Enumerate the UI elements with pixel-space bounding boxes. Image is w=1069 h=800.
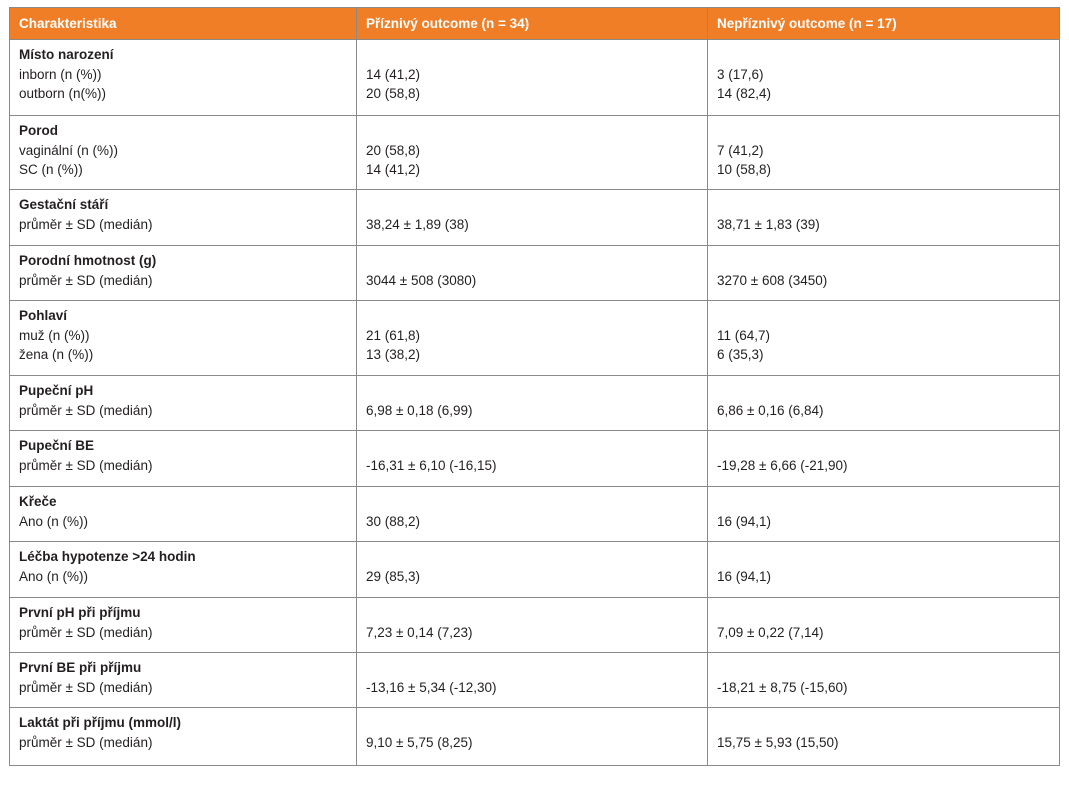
cell-spacer xyxy=(366,45,707,65)
favorable-value: 29 (85,3) xyxy=(366,568,421,584)
table-row xyxy=(10,116,1060,190)
table-row xyxy=(10,190,1060,246)
favorable-value: 30 (88,2) xyxy=(366,513,421,529)
sub-characteristic-label: průměr ± SD (medián) xyxy=(19,272,153,288)
unfavorable-value: 6 (35,3) xyxy=(717,347,764,362)
cell-spacer xyxy=(366,547,707,567)
cell-spacer xyxy=(366,306,707,326)
characteristics-table xyxy=(9,7,1060,766)
unfavorable-value: 16 (94,1) xyxy=(717,568,772,584)
cell-spacer xyxy=(717,306,1059,326)
cell-spacer xyxy=(366,603,707,623)
sub-characteristic-label: SC (n (%)) xyxy=(19,162,83,177)
favorable-value: 9,10 ± 5,75 (8,25) xyxy=(366,734,473,750)
cell-spacer xyxy=(366,381,707,401)
cell-spacer xyxy=(717,436,1059,456)
sub-characteristic-label: průměr ± SD (medián) xyxy=(19,679,153,695)
favorable-value: 20 (58,8) xyxy=(366,142,421,158)
characteristic-cell xyxy=(10,116,357,190)
favorable-value-cell xyxy=(357,246,708,301)
favorable-value: -16,31 ± 6,10 (-16,15) xyxy=(366,457,497,473)
characteristic-cell xyxy=(10,708,357,766)
header-unfavorable-outcome: Nepříznivý outcome (n = 17) xyxy=(708,8,1060,40)
cell-spacer xyxy=(717,547,1059,567)
table-row xyxy=(10,40,1060,116)
favorable-value: 21 (61,8) xyxy=(366,327,421,343)
favorable-value-cell xyxy=(357,542,708,598)
unfavorable-value: -19,28 ± 6,66 (-21,90) xyxy=(717,457,848,473)
cell-spacer xyxy=(717,713,1059,733)
sub-characteristic-label: outborn (n(%)) xyxy=(19,86,107,101)
unfavorable-value: 6,86 ± 0,16 (6,84) xyxy=(717,402,824,418)
sub-characteristic-label: inborn (n (%)) xyxy=(19,66,102,82)
unfavorable-value: 3 (17,6) xyxy=(717,66,764,82)
characteristic-label: První pH při příjmu xyxy=(19,605,141,620)
table-row xyxy=(10,301,1060,376)
header-characteristics: Charakteristika xyxy=(10,8,357,40)
characteristic-cell xyxy=(10,487,357,542)
cell-spacer xyxy=(717,658,1059,678)
characteristic-label: Pohlaví xyxy=(19,308,68,323)
unfavorable-value-cell xyxy=(708,301,1060,376)
cell-spacer xyxy=(717,251,1059,271)
characteristic-cell xyxy=(10,431,357,487)
table-row xyxy=(10,487,1060,542)
characteristic-label: Místo narození xyxy=(19,47,114,62)
characteristic-label: Gestační stáří xyxy=(19,197,109,212)
cell-spacer xyxy=(717,195,1059,215)
characteristic-label: Porod xyxy=(19,123,58,138)
characteristic-label: Laktát při příjmu (mmol/l) xyxy=(19,715,182,730)
unfavorable-value: 11 (64,7) xyxy=(717,327,771,343)
cell-spacer xyxy=(366,251,707,271)
unfavorable-value-cell xyxy=(708,431,1060,487)
favorable-value-cell xyxy=(357,40,708,116)
cell-spacer xyxy=(717,381,1059,401)
sub-characteristic-label: Ano (n (%)) xyxy=(19,568,89,584)
unfavorable-value-cell xyxy=(708,653,1060,708)
characteristic-cell xyxy=(10,376,357,431)
favorable-value: 3044 ± 508 (3080) xyxy=(366,272,477,288)
sub-characteristic-label: průměr ± SD (medián) xyxy=(19,457,153,473)
favorable-value: 6,98 ± 0,18 (6,99) xyxy=(366,402,473,418)
unfavorable-value-cell xyxy=(708,708,1060,766)
unfavorable-value: -18,21 ± 8,75 (-15,60) xyxy=(717,679,848,695)
table-row xyxy=(10,542,1060,598)
cell-spacer xyxy=(717,121,1059,141)
characteristic-label: Léčba hypotenze >24 hodin xyxy=(19,549,196,564)
favorable-value-cell xyxy=(357,653,708,708)
sub-characteristic-label: žena (n (%)) xyxy=(19,347,94,362)
favorable-value-cell xyxy=(357,598,708,653)
unfavorable-value-cell xyxy=(708,246,1060,301)
cell-spacer xyxy=(366,658,707,678)
favorable-value-cell xyxy=(357,190,708,246)
unfavorable-value-cell xyxy=(708,376,1060,431)
unfavorable-value: 7,09 ± 0,22 (7,14) xyxy=(717,624,824,640)
cell-spacer xyxy=(366,121,707,141)
cell-spacer xyxy=(366,492,707,512)
cell-spacer xyxy=(366,713,707,733)
sub-characteristic-label: průměr ± SD (medián) xyxy=(19,624,153,640)
favorable-value-cell xyxy=(357,376,708,431)
sub-characteristic-label: vaginální (n (%)) xyxy=(19,142,119,158)
favorable-value: 38,24 ± 1,89 (38) xyxy=(366,216,469,232)
sub-characteristic-label: Ano (n (%)) xyxy=(19,513,89,529)
table-row xyxy=(10,653,1060,708)
characteristic-cell xyxy=(10,190,357,246)
characteristic-cell xyxy=(10,653,357,708)
favorable-value-cell xyxy=(357,487,708,542)
unfavorable-value-cell xyxy=(708,542,1060,598)
header-favorable-outcome: Příznivý outcome (n = 34) xyxy=(357,8,708,40)
characteristic-cell xyxy=(10,246,357,301)
sub-characteristic-label: průměr ± SD (medián) xyxy=(19,402,153,418)
cell-spacer xyxy=(717,603,1059,623)
unfavorable-value-cell xyxy=(708,487,1060,542)
unfavorable-value: 10 (58,8) xyxy=(717,162,772,177)
unfavorable-value-cell xyxy=(708,190,1060,246)
favorable-value-cell xyxy=(357,116,708,190)
table-row xyxy=(10,431,1060,487)
characteristic-label: Křeče xyxy=(19,494,57,509)
cell-spacer xyxy=(366,195,707,215)
favorable-value: 7,23 ± 0,14 (7,23) xyxy=(366,624,473,640)
favorable-value: 14 (41,2) xyxy=(366,162,421,177)
sub-characteristic-label: průměr ± SD (medián) xyxy=(19,216,153,232)
cell-spacer xyxy=(717,45,1059,65)
characteristic-label: Pupeční pH xyxy=(19,383,94,398)
cell-spacer xyxy=(366,436,707,456)
unfavorable-value: 38,71 ± 1,83 (39) xyxy=(717,216,820,232)
characteristic-cell xyxy=(10,542,357,598)
table-row xyxy=(10,708,1060,766)
favorable-value: 13 (38,2) xyxy=(366,347,421,362)
table-row xyxy=(10,376,1060,431)
unfavorable-value-cell xyxy=(708,598,1060,653)
unfavorable-value: 3270 ± 608 (3450) xyxy=(717,272,828,288)
favorable-value: 14 (41,2) xyxy=(366,66,421,82)
favorable-value-cell xyxy=(357,708,708,766)
characteristic-cell xyxy=(10,301,357,376)
sub-characteristic-label: muž (n (%)) xyxy=(19,327,90,343)
table-row xyxy=(10,598,1060,653)
table-row xyxy=(10,246,1060,301)
favorable-value-cell xyxy=(357,301,708,376)
characteristic-label: Porodní hmotnost (g) xyxy=(19,253,157,268)
unfavorable-value-cell xyxy=(708,40,1060,116)
unfavorable-value: 16 (94,1) xyxy=(717,513,772,529)
characteristic-cell xyxy=(10,598,357,653)
favorable-value: 20 (58,8) xyxy=(366,86,421,101)
characteristic-label: Pupeční BE xyxy=(19,438,95,453)
characteristic-label: První BE při příjmu xyxy=(19,660,142,675)
unfavorable-value: 14 (82,4) xyxy=(717,86,772,101)
unfavorable-value: 7 (41,2) xyxy=(717,142,764,158)
sub-characteristic-label: průměr ± SD (medián) xyxy=(19,734,153,750)
favorable-value-cell xyxy=(357,431,708,487)
characteristic-cell xyxy=(10,40,357,116)
unfavorable-value: 15,75 ± 5,93 (15,50) xyxy=(717,734,839,750)
favorable-value: -13,16 ± 5,34 (-12,30) xyxy=(366,679,497,695)
cell-spacer xyxy=(717,492,1059,512)
header-row xyxy=(10,8,1060,40)
unfavorable-value-cell xyxy=(708,116,1060,190)
